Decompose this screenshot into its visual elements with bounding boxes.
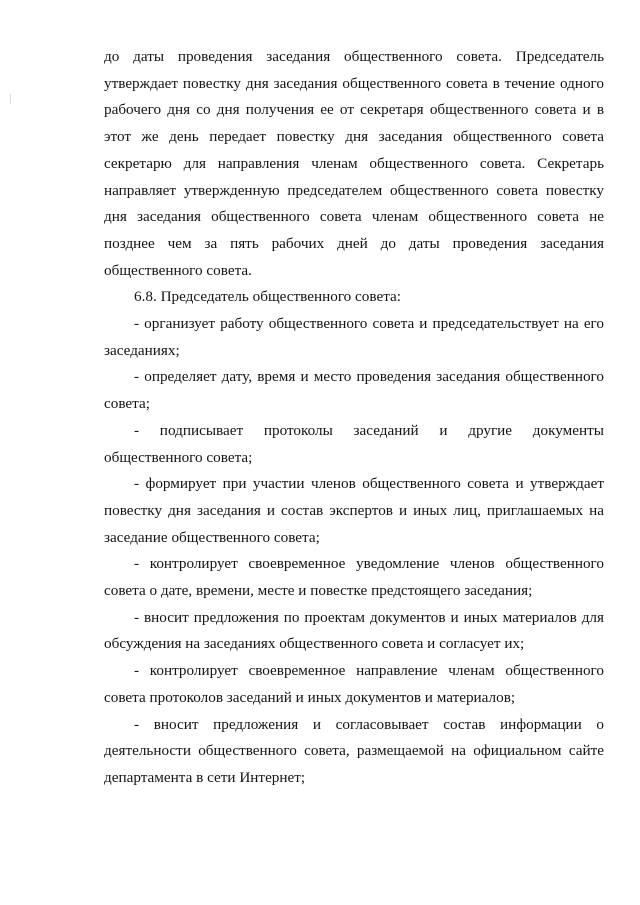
scan-margin-mark <box>10 94 11 104</box>
list-item: - контролирует своевременное уведомление членов общественного совета о дате, времени, месте и повестке предстоящего заседания; <box>104 555 604 600</box>
list-item: - вносит предложения по проектам документов и иных материалов для обсуждения на заседаниях общественного совета и согласует их; <box>104 608 604 653</box>
paragraph-continuation: до даты проведения заседания общественного совета. Председатель утверждает повестку дня заседания общественного совета в течение одного рабочего дня со дня получения ее от секретаря общественного совета и в этот же день передает повестку дня заседания общественного совета секретарю для направления членам общественного совета. Секретарь направляет утвержденную председателем общественного совета повестку дня заседания общественного совета членам общественного совета не позднее чем за пять рабочих дней до даты проведения заседания общественного совета. <box>104 48 604 279</box>
list-item: - контролирует своевременное направление членам общественного совета протоколов заседаний и иных документов и материалов; <box>104 662 604 706</box>
list-item: - определяет дату, время и место проведения заседания общественного совета; <box>104 368 604 413</box>
list-item: - подписывает протоколы заседаний и другие документы общественного совета; <box>104 421 604 466</box>
section-heading-6-8: 6.8. Председатель общественного совета: <box>134 288 401 306</box>
list-item: - вносит предложения и согласовывает состав информации о деятельности общественного совета, размещаемой на официальном сайте департамента в сети Интернет; <box>104 715 604 786</box>
list-item: - формирует при участии членов общественного совета и утверждает повестку дня заседания и состав экспертов и иных лиц, приглашаемых на заседание общественного совета; <box>104 475 604 546</box>
list-item: - организует работу общественного совета и председательствует на его заседаниях; <box>104 315 604 359</box>
document-body <box>104 44 604 792</box>
